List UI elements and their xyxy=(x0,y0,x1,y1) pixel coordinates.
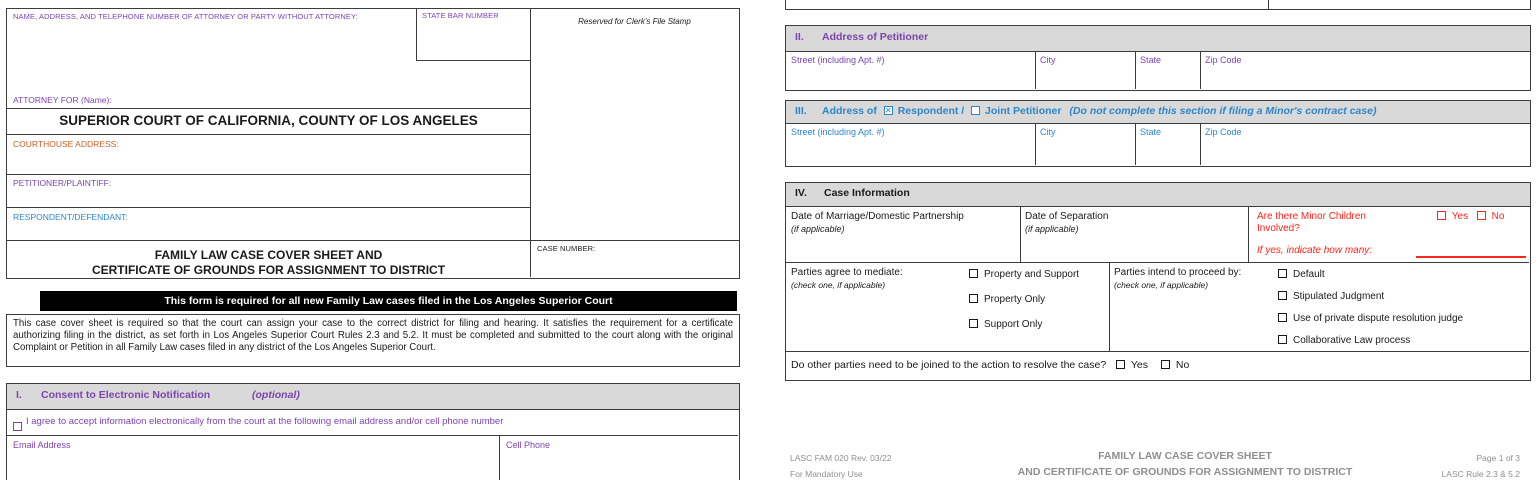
state-field[interactable] xyxy=(1140,138,1195,160)
support-only-checkbox[interactable] xyxy=(969,319,978,328)
divider xyxy=(7,207,530,208)
respondent-checked-checkbox[interactable] xyxy=(884,106,893,115)
section-1-header xyxy=(7,384,739,410)
proceed-option xyxy=(1278,335,1410,346)
joint-petitioner-option-label: Joint Petitioner xyxy=(985,105,1062,117)
divider xyxy=(1035,52,1036,89)
zip-field[interactable] xyxy=(1205,138,1305,160)
proceed-option xyxy=(1278,291,1384,302)
courthouse-address-label: COURTHOUSE ADDRESS: xyxy=(13,139,119,149)
consent-row xyxy=(7,410,738,436)
property-and-support-checkbox[interactable] xyxy=(969,269,978,278)
divider xyxy=(7,108,530,109)
footer-rule-info: LASC Rule 2.3 & 5.2 xyxy=(1441,469,1520,479)
support-only-label: Support Only xyxy=(984,319,1043,330)
case-number-field[interactable] xyxy=(537,255,733,273)
respondent-option-label: Respondent / xyxy=(897,105,965,117)
divider xyxy=(1200,52,1201,89)
section-1-consent xyxy=(6,383,740,480)
city-field[interactable] xyxy=(1040,138,1130,160)
if-yes-how-many-label: If yes, indicate how many: xyxy=(1257,245,1373,256)
minor-no-checkbox[interactable] xyxy=(1477,211,1486,220)
mediate-option xyxy=(969,294,1045,305)
attorney-for-label: ATTORNEY FOR (Name): xyxy=(13,95,112,105)
state-label: State xyxy=(1140,127,1162,137)
city-label: City xyxy=(1040,127,1056,137)
joined-no-checkbox[interactable] xyxy=(1161,360,1170,369)
consent-checkbox[interactable] xyxy=(13,422,22,431)
attorney-for-field[interactable] xyxy=(137,93,517,107)
mediate-label: Parties agree to mediate: xyxy=(791,267,903,278)
state-label: State xyxy=(1140,55,1162,65)
courthouse-address-field[interactable] xyxy=(13,153,523,171)
section-4-number: IV. xyxy=(795,187,807,199)
joined-yes-label: Yes xyxy=(1130,359,1149,371)
cell-phone-field[interactable] xyxy=(506,452,731,480)
petitioner-field[interactable] xyxy=(13,191,523,205)
form-title-line1: FAMILY LAW CASE COVER SHEET AND xyxy=(154,248,383,262)
marriage-if-applicable: (if applicable) xyxy=(791,224,845,234)
footer-mandatory-use: For Mandatory Use xyxy=(790,469,863,479)
clerk-stamp-area xyxy=(530,29,739,239)
email-label: Email Address xyxy=(13,440,71,450)
default-checkbox[interactable] xyxy=(1278,269,1287,278)
section-2-petitioner-address xyxy=(785,25,1531,91)
intro-box xyxy=(6,314,740,367)
street-label: Street (including Apt. #) xyxy=(791,55,885,65)
section-3-note: (Do not complete this section if filing a Minor's contract case) xyxy=(1069,105,1377,117)
mediate-option xyxy=(969,319,1042,330)
required-banner: This form is required for all new Family Law cases filed in the Los Angeles Superior Court xyxy=(40,291,737,311)
minor-children-question-line1: Are there Minor Children xyxy=(1257,211,1366,222)
attorney-name-label: NAME, ADDRESS, AND TELEPHONE NUMBER OF ATTORNEY OR PARTY WITHOUT ATTORNEY: xyxy=(13,12,358,21)
caption-table xyxy=(6,8,740,279)
section-2-title: Address of Petitioner xyxy=(822,31,929,43)
court-title: SUPERIOR COURT OF CALIFORNIA, COUNTY OF LOS ANGELES xyxy=(59,113,478,128)
proceed-check-one-note: (check one, if applicable) xyxy=(1114,280,1209,290)
divider xyxy=(7,240,739,241)
attorney-name-field[interactable] xyxy=(7,21,412,91)
separation-date-label: Date of Separation xyxy=(1025,211,1109,222)
minor-yes-checkbox[interactable] xyxy=(1437,211,1446,220)
carryover-row xyxy=(785,0,1531,9)
section-4-header xyxy=(786,183,1530,207)
joined-yes-checkbox[interactable] xyxy=(1116,360,1125,369)
email-cell-row xyxy=(7,436,738,480)
petitioner-label: PETITIONER/PLAINTIFF: xyxy=(13,178,112,188)
zip-label: Zip Code xyxy=(1205,55,1242,65)
divider xyxy=(7,134,530,135)
city-label: City xyxy=(1040,55,1056,65)
stipulated-judgment-checkbox[interactable] xyxy=(1278,291,1287,300)
minor-children-question-line2: Involved? xyxy=(1257,223,1300,234)
section-2-header xyxy=(786,26,1530,52)
no-label: No xyxy=(1491,211,1505,222)
yes-label: Yes xyxy=(1451,211,1469,222)
divider xyxy=(7,174,530,175)
section-3-title xyxy=(822,105,1376,117)
joined-no-label: No xyxy=(1175,359,1190,371)
section-3-row xyxy=(786,124,1529,165)
respondent-label: RESPONDENT/DEFENDANT: xyxy=(13,212,128,222)
property-only-label: Property Only xyxy=(984,294,1046,305)
marriage-date-field[interactable] xyxy=(791,237,1011,259)
mediate-option xyxy=(969,269,1079,280)
section-3-title-pre: Address of xyxy=(822,105,877,117)
state-field[interactable] xyxy=(1140,66,1195,86)
divider xyxy=(1530,0,1531,9)
joined-question-text: Do other parties need to be joined to the action to resolve the case? xyxy=(791,359,1107,371)
divider xyxy=(1035,124,1036,165)
street-field[interactable] xyxy=(791,66,1031,86)
footer-title-line1: FAMILY LAW CASE COVER SHEET xyxy=(1098,450,1272,462)
state-bar-box[interactable] xyxy=(416,9,530,61)
section-3-number: III. xyxy=(795,105,807,117)
case-info-row-3 xyxy=(786,352,1529,380)
intro-text: This case cover sheet is required so that the court can assign your case to the correct district for filing and hearing. It satisfies the requirement for a certificate authorizing filing in the district, as set forth in Los Angeles Superior Court Rules 2.3 and 5.2. It must be completed and submitted to the court along with the original Complaint or Petition in all Family Law cases filed in any district of the Los Angeles Superior Court. xyxy=(13,318,733,353)
marriage-date-label: Date of Marriage/Domestic Partnership xyxy=(791,211,964,222)
private-dispute-judge-checkbox[interactable] xyxy=(1278,313,1287,322)
divider xyxy=(785,9,1531,10)
stipulated-judgment-label: Stipulated Judgment xyxy=(1293,291,1385,302)
section-4-case-information xyxy=(785,182,1531,381)
minor-children-cell xyxy=(1248,207,1529,262)
proceed-option xyxy=(1278,313,1463,324)
case-info-row-2 xyxy=(786,263,1529,352)
section-2-row xyxy=(786,52,1529,89)
section-1-title-note: (optional) xyxy=(252,389,300,401)
form-title-line2: CERTIFICATE OF GROUNDS FOR ASSIGNMENT TO DISTRICT xyxy=(91,263,446,277)
section-2-number: II. xyxy=(795,31,804,43)
proceed-option xyxy=(1278,269,1325,280)
minor-children-yes-no xyxy=(1437,211,1504,222)
city-field[interactable] xyxy=(1040,66,1130,86)
section-3-header xyxy=(786,101,1530,124)
joint-petitioner-checkbox[interactable] xyxy=(971,106,980,115)
case-info-row-1 xyxy=(786,207,1529,263)
divider xyxy=(1109,263,1110,351)
street-label: Street (including Apt. #) xyxy=(791,127,885,137)
property-only-checkbox[interactable] xyxy=(969,294,978,303)
separation-if-applicable: (if applicable) xyxy=(1025,224,1079,234)
section-3-respondent-address xyxy=(785,100,1531,167)
section-1-title: Consent to Electronic Notification xyxy=(41,389,211,401)
street-field[interactable] xyxy=(791,138,1031,160)
respondent-field[interactable] xyxy=(13,225,523,239)
zip-field[interactable] xyxy=(1205,66,1305,86)
separation-date-field[interactable] xyxy=(1025,237,1240,259)
mediate-check-one-note: (check one, if applicable) xyxy=(791,280,886,290)
divider xyxy=(1268,0,1269,9)
email-field[interactable] xyxy=(13,452,493,480)
how-many-field[interactable] xyxy=(1416,256,1526,258)
zip-label: Zip Code xyxy=(1205,127,1242,137)
footer-form-id: LASC FAM 020 Rev. 03/22 xyxy=(790,453,892,463)
section-4-title: Case Information xyxy=(824,187,910,199)
private-dispute-judge-label: Use of private dispute resolution judge xyxy=(1293,313,1464,324)
divider xyxy=(499,436,500,480)
divider xyxy=(1200,124,1201,165)
proceed-label: Parties intend to proceed by: xyxy=(1114,267,1242,278)
clerk-stamp-label: Reserved for Clerk's File Stamp xyxy=(578,17,691,26)
divider xyxy=(785,0,786,9)
joined-question-line xyxy=(791,359,1189,371)
default-label: Default xyxy=(1293,269,1325,280)
section-1-number: I. xyxy=(16,389,22,401)
check-x-icon: ✕ xyxy=(884,106,892,115)
cell-phone-label: Cell Phone xyxy=(506,440,551,450)
state-bar-label: STATE BAR NUMBER xyxy=(422,11,499,20)
case-number-label: CASE NUMBER: xyxy=(537,244,596,253)
divider xyxy=(1020,207,1021,262)
property-and-support-label: Property and Support xyxy=(984,269,1080,280)
divider xyxy=(1135,124,1136,165)
footer-title-line2: AND CERTIFICATE OF GROUNDS FOR ASSIGNMENT TO DISTRICT xyxy=(1017,466,1353,478)
consent-text: I agree to accept information electronically from the court at the following email address and/or cell phone number xyxy=(26,416,504,427)
divider xyxy=(1135,52,1136,89)
collaborative-law-label: Collaborative Law process xyxy=(1293,335,1411,346)
footer-page-info: Page 1 of 3 xyxy=(1476,453,1520,463)
collaborative-law-checkbox[interactable] xyxy=(1278,335,1287,344)
